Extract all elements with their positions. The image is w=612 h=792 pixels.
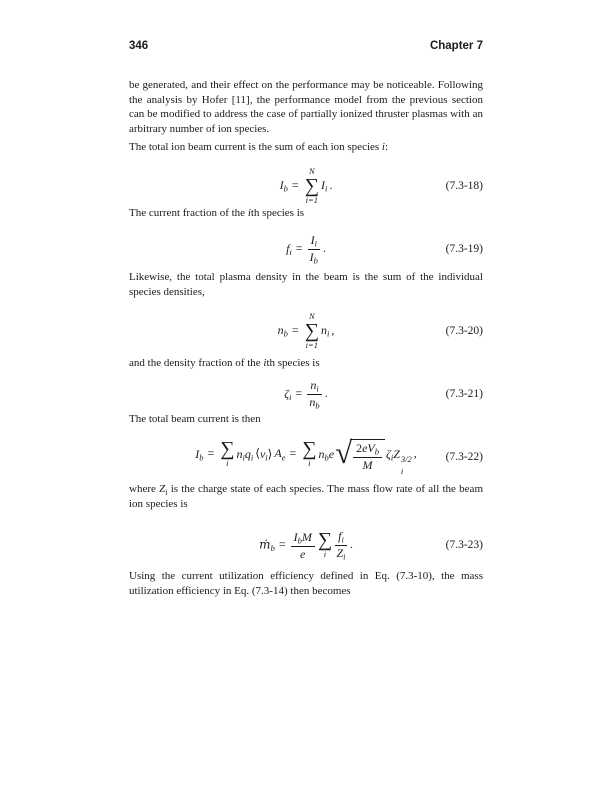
fraction-denominator [300, 547, 305, 560]
running-header [129, 40, 483, 53]
equals-sign: = [207, 446, 215, 461]
math-var-i: i [381, 141, 385, 153]
sub-superscript-stack [401, 455, 412, 475]
book-page [129, 0, 483, 792]
equation-number: (7.3-21) [445, 388, 483, 400]
text-segment: The total ion beam current is the sum of each ion species [129, 141, 382, 153]
equation-body [284, 379, 327, 410]
fraction-numerator [291, 531, 315, 547]
radical-sign: √ [335, 435, 353, 471]
square-root [335, 435, 385, 472]
equation-7-3-23 [129, 524, 483, 566]
equals-sign: = [291, 322, 299, 337]
equals-sign: = [289, 446, 297, 461]
paragraph-total-ion-beam [129, 140, 483, 155]
math-var: Z [393, 446, 400, 461]
right-angle-bracket: ⟩ [267, 446, 273, 461]
math-var: f [286, 240, 290, 255]
summation [303, 311, 321, 351]
equation-punctuation: . [324, 385, 328, 400]
text-segment: and the density fraction of the [129, 357, 264, 369]
equation-body [195, 435, 417, 477]
fraction-denominator [309, 395, 319, 410]
equals-sign: = [295, 385, 303, 400]
sum-lower-limit: i=1 [305, 195, 318, 205]
math-var-zeta: ζ [284, 385, 290, 400]
equation-body [280, 166, 333, 206]
math-subscript: i [324, 183, 328, 194]
equals-sign: = [295, 240, 303, 255]
math-var: I [293, 529, 298, 544]
math-var: e [328, 446, 335, 461]
math-subscript: i [250, 451, 254, 462]
chapter-label: Chapter 7 [429, 40, 483, 52]
summation [218, 440, 236, 469]
paragraph-plasma-density: Likewise, the total plasma density in the beam is the sum of the individual species densities, [129, 271, 483, 298]
text-segment: th species is [266, 357, 320, 369]
sigma-symbol: ∑ [302, 438, 317, 461]
math-var: v [259, 446, 266, 461]
equation-7-3-20 [129, 308, 483, 354]
sigma-symbol: ∑ [317, 528, 333, 551]
math-var: Z [336, 545, 344, 560]
math-subscript: i [343, 551, 346, 561]
math-var: M [301, 529, 312, 544]
math-subscript: b [297, 535, 302, 545]
sum-lower-limit: i [308, 458, 311, 469]
math-var: I [195, 446, 200, 461]
radicand [350, 439, 385, 471]
sum-lower-limit: i=1 [305, 340, 318, 350]
page-number: 346 [129, 40, 149, 52]
math-superscript: 3/2 [400, 454, 412, 465]
equals-sign: = [291, 177, 299, 192]
equation-number: (7.3-20) [445, 325, 483, 337]
fraction [306, 379, 322, 410]
math-subscript: b [199, 451, 204, 462]
paragraph-charge-state [129, 482, 483, 512]
equation-punctuation: . [349, 536, 353, 551]
math-subscript: b [374, 446, 379, 457]
math-subscript: b [270, 542, 275, 553]
fraction-numerator [308, 234, 320, 250]
math-var: A [274, 446, 282, 461]
sum-upper-limit: N [308, 311, 315, 321]
math-var-i: i [263, 357, 267, 369]
math-subscript: b [283, 183, 288, 194]
math-subscript: i [289, 391, 292, 402]
math-var: e [300, 546, 306, 561]
sum-lower-limit: i [323, 548, 327, 559]
math-var: I [320, 177, 325, 192]
paragraph-closing: Using the current utilization efficiency defined in Eq. (7.3-10), the mass utilization efficiency in Eq. (7.3-14) then becomes [129, 570, 483, 597]
math-subscript: b [313, 255, 318, 265]
summation [303, 166, 321, 206]
equation-body [259, 530, 353, 561]
math-subscript: b [324, 451, 329, 462]
paragraph-total-beam: The total beam current is then [129, 413, 261, 425]
math-var: M [362, 457, 373, 472]
text-segment: th species is [250, 207, 305, 219]
math-subscript: i [289, 246, 292, 257]
math-var-zeta: ζ [386, 446, 391, 461]
math-subscript: i [242, 451, 245, 462]
math-var: I [309, 249, 314, 264]
math-subscript: i [326, 328, 330, 339]
math-var: q [244, 446, 251, 461]
equation-punctuation: . [322, 240, 326, 255]
left-angle-bracket: ⟨ [255, 446, 260, 461]
math-var: n [236, 446, 243, 461]
fraction-denominator [310, 250, 318, 265]
sum-lower-limit: i [226, 458, 229, 469]
equation-number: (7.3-22) [445, 451, 483, 463]
summation [316, 528, 334, 560]
text-segment: where [129, 483, 160, 495]
math-subscript: i [265, 451, 268, 462]
equation-7-3-22 [129, 433, 483, 481]
math-var-mdot: ṁ [259, 536, 271, 551]
math-var: eV [362, 440, 375, 455]
math-number: 2 [356, 440, 363, 455]
equation-7-3-18 [129, 163, 483, 209]
sigma-symbol: ∑ [304, 320, 319, 342]
summation [300, 440, 318, 469]
math-var-z: Z [159, 483, 166, 495]
math-var: I [279, 177, 284, 192]
math-var: f [338, 528, 342, 543]
fraction [352, 442, 383, 471]
equation-7-3-19 [129, 230, 483, 268]
equation-punctuation: , [331, 322, 335, 337]
paragraph-intro: be generated, and their effect on the performance may be noticeable. Following the analysis by Hofer [11], the performance model from the previous section can be modified to address the case of partially ionized thruster plasmas with an arbitrary number of ion species. [129, 79, 483, 135]
text-segment: is the charge state of each species. The mass flow rate of all the beam ion species is [129, 483, 483, 511]
equals-sign: = [278, 536, 286, 551]
text-segment: The current fraction of the [129, 207, 248, 219]
math-subscript: i [341, 534, 344, 544]
sigma-symbol: ∑ [304, 175, 319, 197]
math-var: n [277, 322, 284, 337]
equation-7-3-21 [129, 375, 483, 413]
equation-body [278, 311, 335, 351]
equation-punctuation: , [413, 446, 417, 461]
math-subscript: e [281, 451, 286, 462]
paragraph-current-fraction [129, 206, 483, 221]
math-subscript: b [283, 328, 288, 339]
sigma-symbol: ∑ [220, 438, 235, 461]
equation-number: (7.3-23) [445, 539, 483, 551]
math-var: n [320, 322, 327, 337]
fraction [307, 234, 321, 265]
math-subscript: i [390, 451, 394, 462]
fraction-denominator [363, 458, 373, 471]
text-segment: : [384, 141, 389, 153]
equation-number: (7.3-19) [445, 243, 483, 255]
sum-upper-limit: N [308, 166, 315, 176]
math-subscript: i [400, 466, 404, 477]
fraction-numerator [353, 442, 382, 458]
math-var: I [310, 232, 315, 247]
fraction [290, 531, 316, 560]
math-subscript: i [314, 238, 317, 248]
math-subscript: b [315, 400, 320, 410]
fraction-denominator [336, 546, 345, 561]
equation-body [286, 234, 326, 265]
fraction [334, 530, 348, 561]
equation-number: (7.3-18) [445, 180, 483, 192]
equation-punctuation: . [329, 177, 333, 192]
math-var: n [318, 446, 325, 461]
math-subscript: i [165, 488, 168, 498]
paragraph-density-fraction [129, 356, 483, 371]
fraction-numerator [335, 530, 347, 546]
math-var-i: i [247, 207, 251, 219]
math-var: n [309, 394, 316, 409]
math-var: n [310, 377, 317, 392]
math-subscript: i [316, 383, 319, 393]
fraction-numerator [307, 379, 321, 395]
